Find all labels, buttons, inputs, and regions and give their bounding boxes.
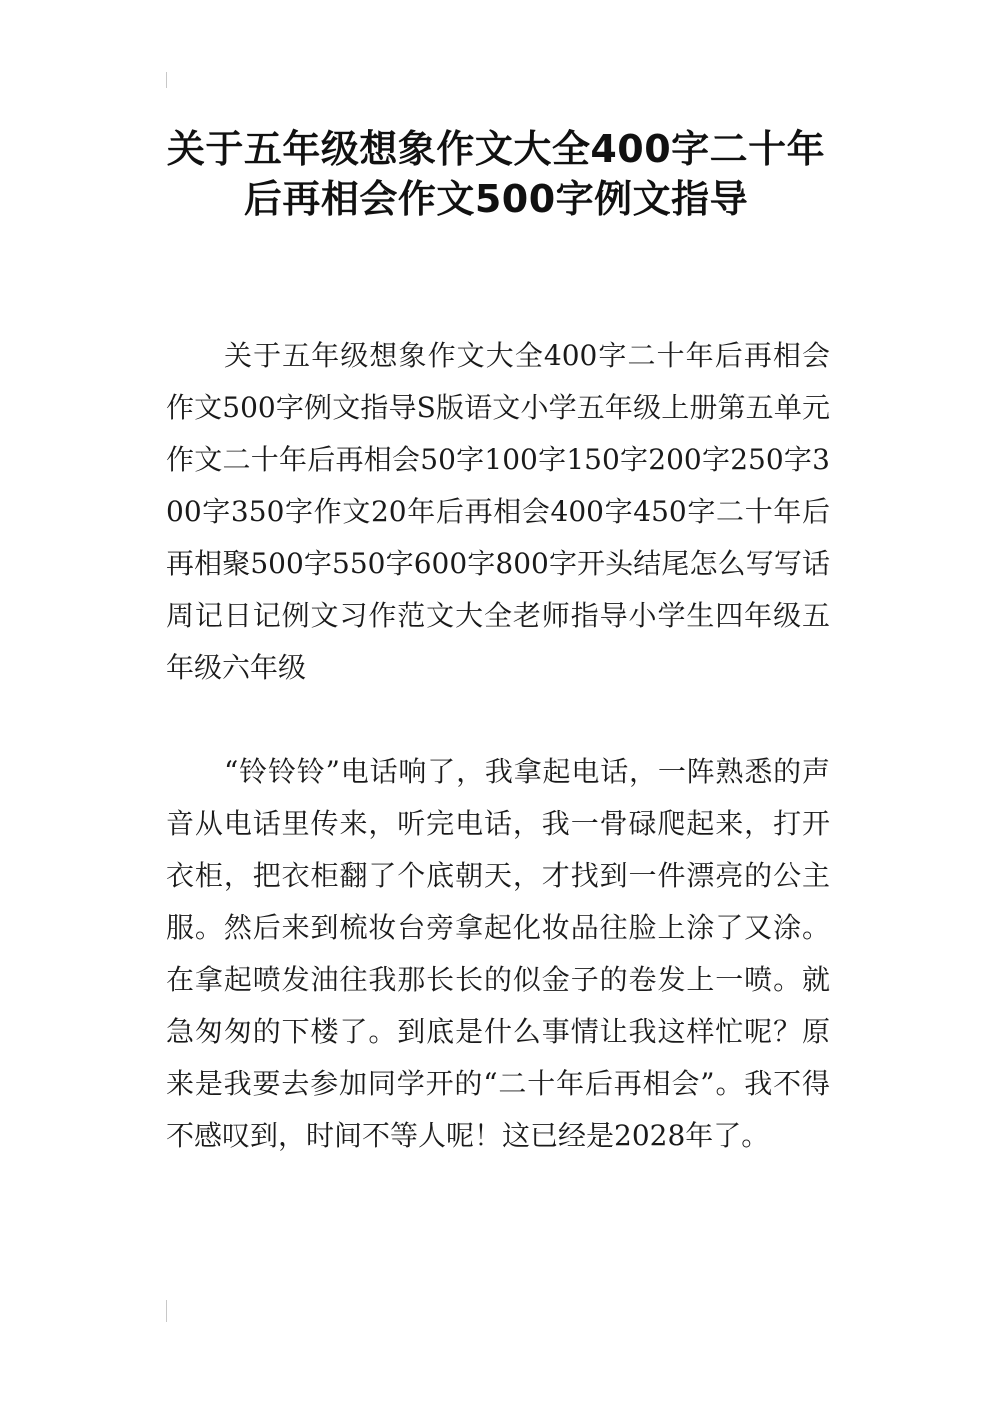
margin-mark-top	[166, 72, 167, 88]
document-title: 关于五年级想象作文大全400字二十年后再相会作文500字例文指导	[166, 127, 826, 221]
intro-paragraph: 关于五年级想象作文大全400字二十年后再相会作文500字例文指导S版语文小学五年级上册第五单元作文二十年后再相会50字100字150字200字250字300字350字作文20年后再相会400字450字二十年后再相聚500字550字600字800字开头结尾怎么写写话周记日记例文习作范文大全老师指导小学生四年级五年级六年级	[166, 339, 830, 684]
margin-mark-bottom	[166, 1300, 167, 1322]
story-paragraph: “铃铃铃”电话响了，我拿起电话，一阵熟悉的声音从电话里传来，听完电话，我一骨碌爬起来，打开衣柜，把衣柜翻了个底朝天，才找到一件漂亮的公主服。然后来到梳妆台旁拿起化妆品往脸上涂了又涂。在拿起喷发油往我那长长的似金子的卷发上一喷。就急匆匆的下楼了。到底是什么事情让我这样忙呢？原来是我要去参加同学开的“二十年后再相会”。我不得不感叹到，时间不等人呢！这已经是2028年了。	[166, 755, 830, 1152]
